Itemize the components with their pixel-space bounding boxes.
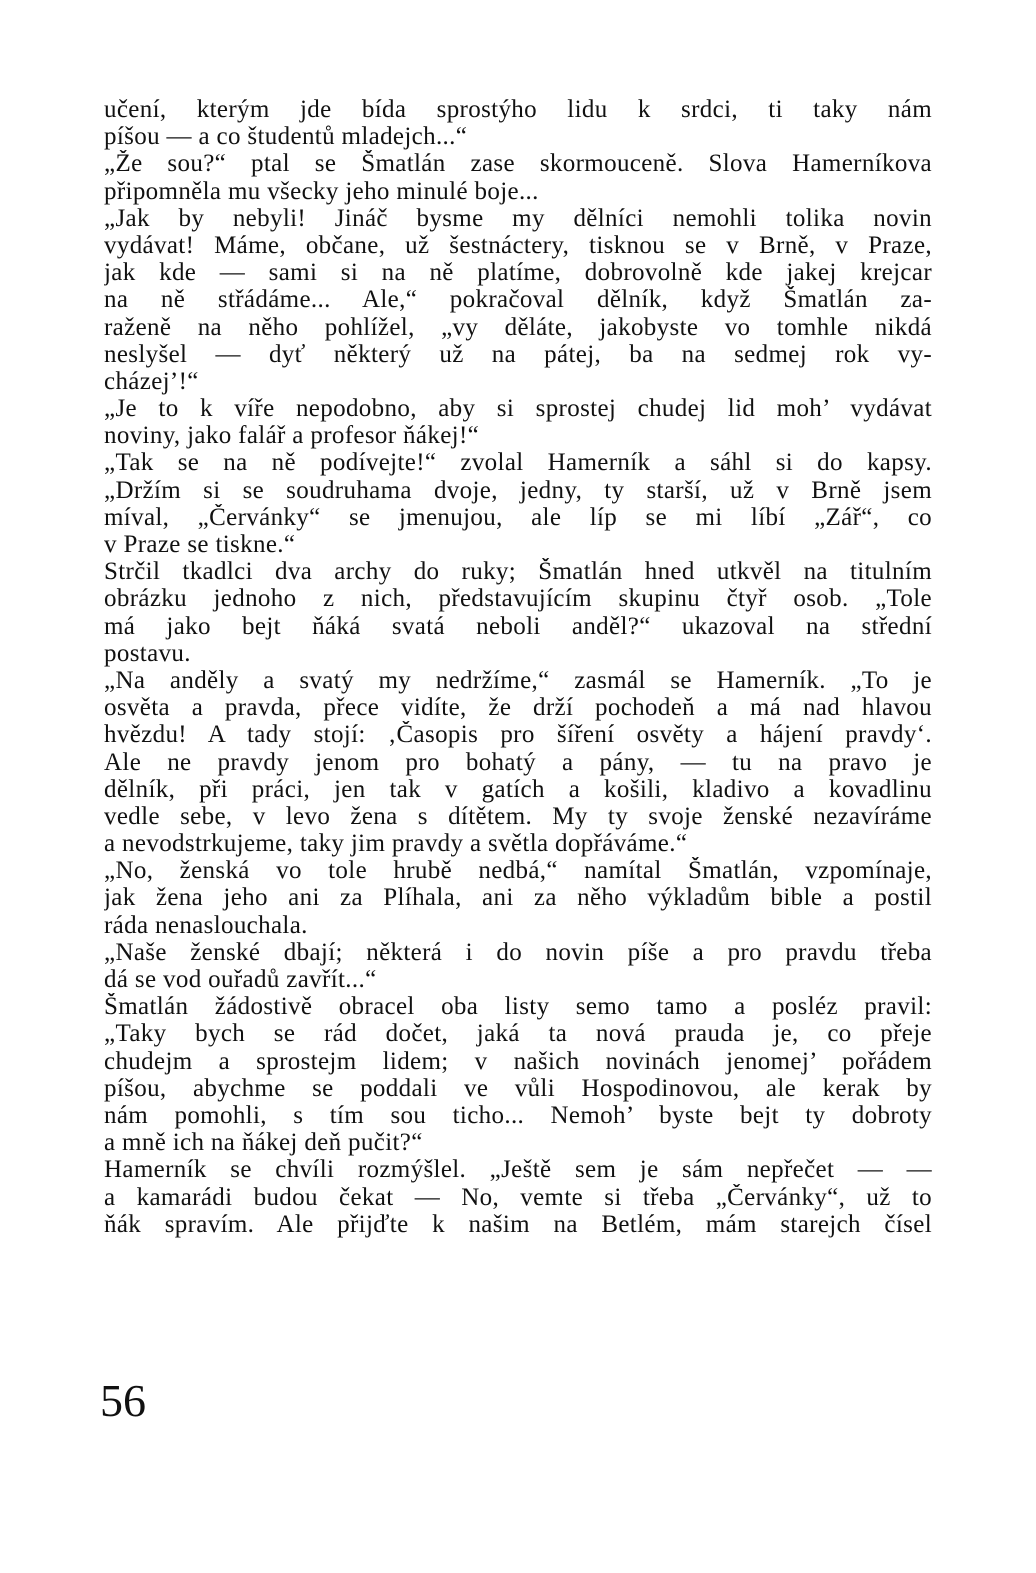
text-line: a mně ich na ňákej deň pučit?“	[104, 1129, 423, 1157]
text-line: raženě na něho pohlížel, „vy děláte, jakobyste vo tomhle nikdá	[104, 313, 932, 341]
text-line: vydávat! Máme, občane, už šestnáctery, tisknou se v Brně, v Praze,	[104, 231, 932, 259]
text-line: na ně střádáme... Ale,“ pokračoval dělník, když Šmatlán za-	[104, 286, 932, 314]
text-line: dá se vod ouřadů zavřít...“	[104, 966, 377, 993]
text-line: připomněla mu všecky jeho minulé boje...	[104, 177, 539, 205]
text-line: v Praze se tiskne.“	[104, 531, 296, 558]
text-line: „No, ženská vo tole hrubě nedbá,“ namítal Šmatlán, vzpomínaje,	[104, 857, 932, 885]
text-line: Hamerník se chvíli rozmýšlel. „Ještě sem je sám nepřečet — —	[104, 1156, 932, 1184]
text-line: hvězdu! A tady stojí: ‚Časopis pro šíření osvěty a hájení pravdy‘.	[104, 721, 932, 749]
text-line: Ale ne pravdy jenom pro bohatý a pány, — tu na pravo je	[104, 748, 932, 776]
text-line: „Naše ženské dbají; některá i do novin píše a pro pravdu třeba	[104, 938, 932, 966]
text-line: má jako bejt ňáká svatá neboli anděl?“ ukazoval na střední	[104, 612, 932, 640]
text-line: chudejm a sprostejm lidem; v našich novinách jenomej’ pořádem	[104, 1047, 932, 1075]
text-line: a kamarádi budou čekat — No, vemte si třeba „Červánky“, už to	[104, 1183, 932, 1211]
text-line: a nevodstrkujeme, taky jim pravdy a světla dopřáváme.“	[104, 830, 688, 858]
text-line: noviny, jako falář a profesor ňákej!“	[104, 422, 480, 450]
text-line: „Tak se na ně podívejte!“ zvolal Hamerník a sáhl si do kapsy.	[104, 449, 932, 477]
text-line: píšou, abychme se poddali ve vůli Hospodinovou, ale kerak by	[104, 1074, 932, 1102]
text-line: „Jak by nebyli! Jináč bysme my dělníci nemohli tolika novin	[104, 204, 932, 232]
text-line: „Držím si se soudruhama dvoje, jedny, ty starší, už v Brně jsem	[104, 476, 932, 504]
text-line: míval, „Červánky“ se jmenujou, ale líp se mi líbí „Zář“, co	[104, 503, 932, 531]
text-line: postavu.	[104, 639, 191, 667]
text-line: „Že sou?“ ptal se Šmatlán zase skormouceně. Slova Hamerníkova	[104, 150, 932, 178]
text-line: ráda nenaslouchala.	[104, 911, 308, 939]
text-line: píšou — a co študentů mladejch...“	[104, 123, 468, 151]
text-line: ňák spravím. Ale přijďte k našim na Betlém, mám starejch čísel	[104, 1210, 932, 1238]
text-line: jak kde — sami si na ně platíme, dobrovolně kde jakej krejcar	[104, 259, 932, 287]
text-line: osvěta a pravda, přece vidíte, že drží pochodeň a má nad hlavou	[104, 694, 932, 722]
text-line: vedle sebe, v levo žena s dítětem. My ty svoje ženské nezavíráme	[104, 802, 932, 830]
text-line: obrázku jednoho z nich, představujícím skupinu čtyř osob. „Tole	[104, 585, 932, 613]
text-line: Šmatlán žádostivě obracel oba listy semo tamo a posléz pravil:	[104, 993, 932, 1021]
text-line: neslyšel — dyť některý už na pátej, ba na sedmej rok vy-	[104, 340, 932, 368]
text-line: dělník, při práci, jen tak v gatích a košili, kladivo a kovadlinu	[104, 775, 932, 803]
text-line: „Na anděly a svatý my nedržíme,“ zasmál se Hamerník. „To je	[104, 666, 932, 694]
text-line: Strčil tkadlci dva archy do ruky; Šmatlán hned utkvěl na titulním	[104, 558, 932, 586]
text-line: nám pomohli, s tím sou ticho... Nemoh’ byste bejt ty dobroty	[104, 1101, 932, 1129]
text-line: „Je to k víře nepodobno, aby si sprostej chudej lid moh’ vydávat	[104, 395, 932, 423]
text-line: jak žena jeho ani za Plíhala, ani za něho výkladům bible a postil	[104, 884, 932, 912]
text-line: „Taky bych se rád dočet, jaká ta nová prauda je, co přeje	[104, 1020, 932, 1048]
page-number: 56	[100, 1375, 146, 1426]
text-line: cházej’!“	[104, 367, 199, 395]
text-line: učení, kterým jde bída sprostýho lidu k srdci, ti taky nám	[104, 96, 932, 123]
body-text	[104, 96, 932, 1238]
